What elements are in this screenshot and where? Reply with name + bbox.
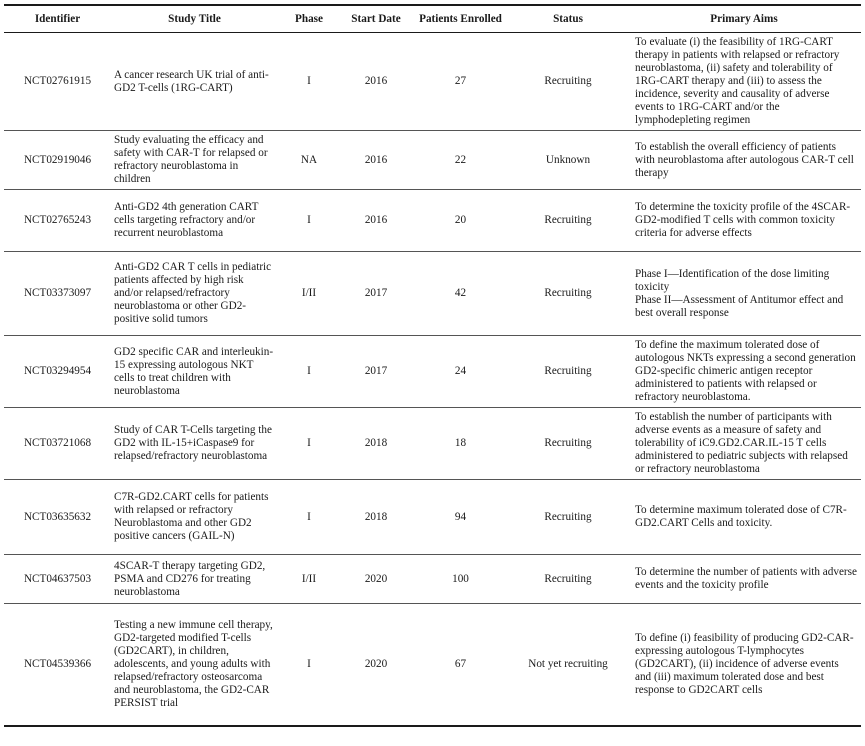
cell-study-title: Study evaluating the efficacy and safety with CAR-T for relapsed or refractory neuroblastoma in children [111, 131, 278, 190]
cell-patients-enrolled: 100 [412, 555, 509, 604]
cell-primary-aims [627, 252, 861, 336]
column-header-start-date: Start Date [340, 5, 412, 33]
primary-aim-text: Phase II—Assessment of Antitumor effect and best overall response [635, 293, 844, 319]
table-row [4, 252, 861, 336]
cell-patients-enrolled: 42 [412, 252, 509, 336]
cell-primary-aims [627, 33, 861, 131]
cell-patients-enrolled: 27 [412, 33, 509, 131]
table-row [4, 604, 861, 726]
cell-phase: I/II [278, 555, 340, 604]
cell-start-date: 2017 [340, 252, 412, 336]
cell-primary-aims [627, 604, 861, 726]
primary-aim-text: To establish the overall efficiency of patients with neuroblastoma after autologous CAR-T cell therapy [635, 140, 854, 179]
primary-aim-text: To define the maximum tolerated dose of autologous NKTs expressing a second generation GD2-specific chimeric antigen receptor administered to patients with relapsed or refractory neuroblastoma. [635, 339, 856, 403]
cell-start-date: 2018 [340, 408, 412, 480]
cell-start-date: 2016 [340, 131, 412, 190]
column-header-primary-aims: Primary Aims [627, 5, 861, 33]
cell-study-title: Testing a new immune cell therapy, GD2-targeted modified T-cells (GD2CART), in children, adolescents, and young adults with relapsed/refractory osteosarcoma and neuroblastoma, the GD2-CAR PERSIST trial [111, 604, 278, 726]
cell-study-title: GD2 specific CAR and interleukin-15 expressing autologous NKT cells to treat children with neuroblastoma [111, 336, 278, 408]
primary-aim-text: To evaluate (i) the feasibility of 1RG-CART therapy in patients with relapsed or refractory neuroblastoma, (ii) safety and tolerability of 1RG-CART therapy and (iii) to assess the incidence, severity and causality of adverse events to 1RG-CART and/or the lymphodepleting regimen [635, 36, 840, 126]
column-header-phase: Phase [278, 5, 340, 33]
cell-phase: I [278, 190, 340, 252]
table-row [4, 131, 861, 190]
cell-phase: I [278, 604, 340, 726]
cell-status: Recruiting [509, 252, 627, 336]
table-header [4, 5, 861, 33]
cell-status: Recruiting [509, 480, 627, 555]
cell-patients-enrolled: 94 [412, 480, 509, 555]
cell-phase: I [278, 408, 340, 480]
cell-identifier: NCT03373097 [4, 252, 111, 336]
cell-identifier: NCT02765243 [4, 190, 111, 252]
cell-study-title: Study of CAR T-Cells targeting the GD2 with IL-15+iCaspase9 for relapsed/refractory neuroblastoma [111, 408, 278, 480]
cell-phase: NA [278, 131, 340, 190]
cell-phase: I/II [278, 252, 340, 336]
column-header-status: Status [509, 5, 627, 33]
header-row [4, 5, 861, 33]
table-row [4, 336, 861, 408]
table-row [4, 190, 861, 252]
cell-status: Unknown [509, 131, 627, 190]
primary-aim-text: To determine the number of patients with adverse events and the toxicity profile [635, 566, 857, 591]
cell-primary-aims [627, 131, 861, 190]
cell-study-title: A cancer research UK trial of anti-GD2 T-cells (1RG-CART) [111, 33, 278, 131]
cell-patients-enrolled: 67 [412, 604, 509, 726]
cell-study-title: 4SCAR-T therapy targeting GD2, PSMA and CD276 for treating neuroblastoma [111, 555, 278, 604]
cell-identifier: NCT02761915 [4, 33, 111, 131]
cell-identifier: NCT03721068 [4, 408, 111, 480]
cell-patients-enrolled: 18 [412, 408, 509, 480]
clinical-trials-table [4, 4, 861, 727]
table-row [4, 555, 861, 604]
table-body [4, 33, 861, 726]
table-row [4, 408, 861, 480]
column-header-identifier: Identifier [4, 5, 111, 33]
cell-start-date: 2016 [340, 33, 412, 131]
cell-identifier: NCT03635632 [4, 480, 111, 555]
cell-primary-aims [627, 555, 861, 604]
cell-study-title: Anti-GD2 4th generation CART cells targeting refractory and/or recurrent neuroblastoma [111, 190, 278, 252]
cell-study-title: C7R-GD2.CART cells for patients with relapsed or refractory Neuroblastoma and other GD2 positive cancers (GAIL-N) [111, 480, 278, 555]
cell-study-title: Anti-GD2 CAR T cells in pediatric patients affected by high risk and/or relapsed/refractory neuroblastoma or other GD2-positive solid tumors [111, 252, 278, 336]
cell-patients-enrolled: 22 [412, 131, 509, 190]
cell-start-date: 2018 [340, 480, 412, 555]
primary-aim-text: Phase I—Identification of the dose limiting toxicity [635, 267, 830, 293]
cell-start-date: 2017 [340, 336, 412, 408]
cell-status: Recruiting [509, 190, 627, 252]
cell-phase: I [278, 480, 340, 555]
cell-start-date: 2020 [340, 604, 412, 726]
primary-aim-text: To determine the toxicity profile of the 4SCAR-GD2-modified T cells with common toxicity criteria for adverse effects [635, 201, 851, 239]
column-header-study-title: Study Title [111, 5, 278, 33]
table-row [4, 480, 861, 555]
cell-primary-aims [627, 190, 861, 252]
cell-identifier: NCT03294954 [4, 336, 111, 408]
cell-identifier: NCT04539366 [4, 604, 111, 726]
cell-primary-aims [627, 408, 861, 480]
cell-primary-aims [627, 336, 861, 408]
column-header-patients-enrolled: Patients Enrolled [412, 5, 509, 33]
cell-status: Recruiting [509, 555, 627, 604]
cell-start-date: 2020 [340, 555, 412, 604]
primary-aim-text: To establish the number of participants with adverse events as a measure of safety and tolerability of iC9.GD2.CAR.IL-15 T cells administered to pediatric subjects with relapsed or refractory neuroblastoma [635, 411, 848, 475]
cell-patients-enrolled: 20 [412, 190, 509, 252]
cell-status: Recruiting [509, 408, 627, 480]
cell-patients-enrolled: 24 [412, 336, 509, 408]
cell-identifier: NCT04637503 [4, 555, 111, 604]
cell-status: Not yet recruiting [509, 604, 627, 726]
cell-status: Recruiting [509, 336, 627, 408]
cell-phase: I [278, 336, 340, 408]
cell-start-date: 2016 [340, 190, 412, 252]
cell-status: Recruiting [509, 33, 627, 131]
primary-aim-text: To determine maximum tolerated dose of C7R-GD2.CART Cells and toxicity. [635, 504, 847, 529]
cell-phase: I [278, 33, 340, 131]
table-row [4, 33, 861, 131]
primary-aim-text: To define (i) feasibility of producing GD2-CAR-expressing autologous T-lymphocytes (GD2CART), (ii) incidence of adverse events and (iii) maximum tolerated dose and best response to GD2CART cells [635, 631, 854, 696]
cell-primary-aims [627, 480, 861, 555]
clinical-trials-table-container [4, 4, 861, 727]
cell-identifier: NCT02919046 [4, 131, 111, 190]
